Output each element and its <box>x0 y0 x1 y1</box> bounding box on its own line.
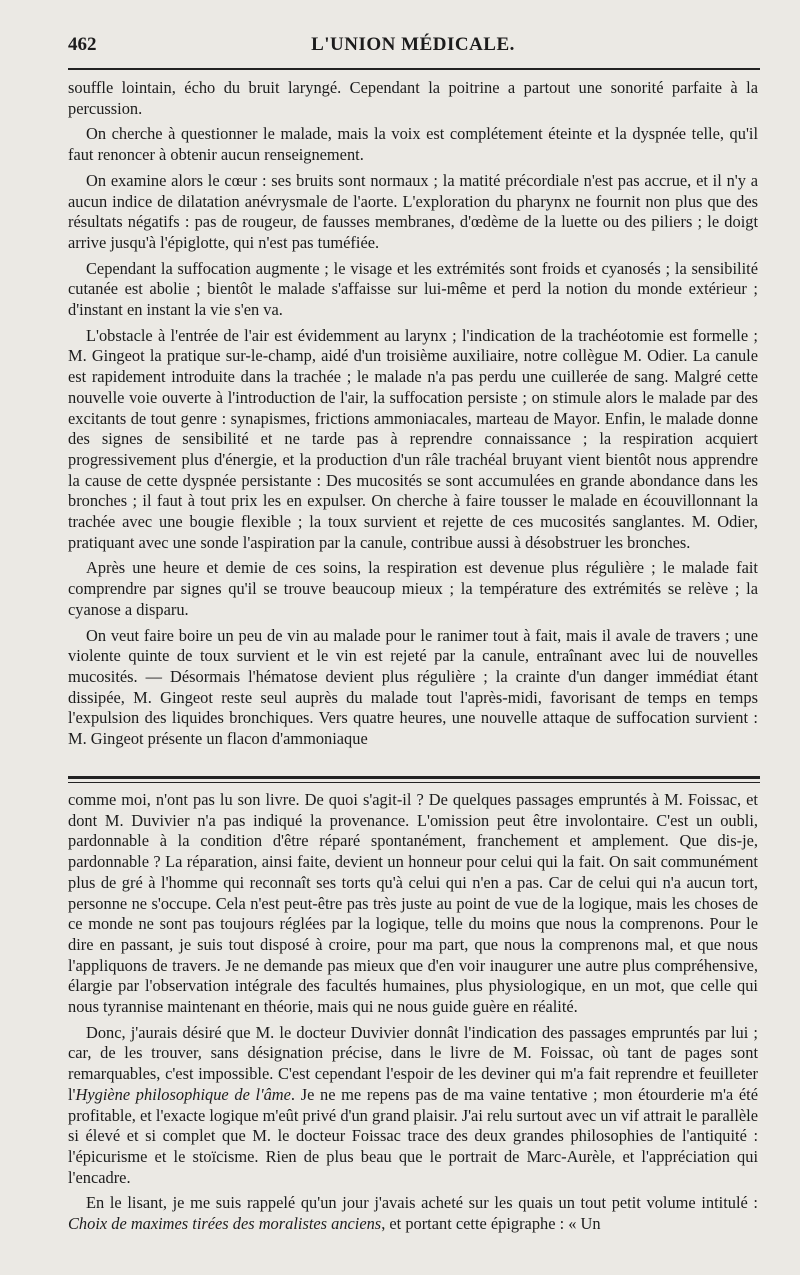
feuilleton-article <box>68 790 758 1240</box>
running-title: L'UNION MÉDICALE. <box>311 34 515 55</box>
paragraph: comme moi, n'ont pas lu son livre. De quoi s'agit-il ? De quelques passages empruntés à M. Foissac, et dont M. Duvivier n'a pas indiqué la provenance. L'omission peut être involontaire. C'est un oubli, pardonnable à la condition d'être réparé spontanément, franchement et amplement. Que dis-je, pardonnable ? La réparation, ainsi faite, devient un honneur pour celui qui la fait. On sait communément plus de gré à l'homme qui reconnaît ses torts qu'à celui qui n'en a pas. Car de celui qui n'a aucun tort, personne ne s'occupe. Cela n'est peut-être pas très juste au point de vue de la logique, mais les choses de ce monde ne sont pas toujours réglées par la logique, telle du moins que nous la comprenons. Pour le dire en passant, je suis tout disposé à croire, pour ma part, que nous la comprenons mal, et que nous l'appliquons de travers. Je ne demande pas mieux que d'en voir inaugurer une autre plus compréhensive, élargie par l'observation intégrale des facultés humaines, plus physiologique, en un mot, que celle qui nous tyrannise maintenant en théorie, mais qui ne nous guide guère en réalité. <box>68 790 758 1017</box>
text-run: . Je ne me repens pas de ma vaine tentative ; mon étourderie m'a été profitable, et l'exacte logique m'eût privé d'un grand plaisir. J'ai relu surtout avec un vif attrait le parallèle si élevé et si complet que M. le docteur Foissac trace des deux grandes philosophies de l'antiquité : l'épicurisme et le stoïcisme. Rien de plus beau que le portrait de Marc-Aurèle, et l'appréciation qui l'encadre. <box>68 1084 758 1187</box>
page-header <box>68 30 758 60</box>
paragraph <box>68 1023 758 1189</box>
paragraph <box>68 1193 758 1234</box>
text-run: En le lisant, je me suis rappelé qu'un jour j'avais acheté sur les quais un tout petit volume intitulé : <box>86 1193 758 1213</box>
text-run: , et portant cette épigraphe : « Un <box>381 1214 601 1234</box>
paragraph: L'obstacle à l'entrée de l'air est évidemment au larynx ; l'indication de la trachéotomie est formelle ; M. Gingeot la pratique sur-le-champ, aidé d'un troisième auxiliaire, notre collègue M. Odier. La canule est rapidement introduite dans la trachée ; le malade n'a pas perdu une cuillerée de sang. Malgré cette nouvelle voie ouverte à l'introduction de l'air, la suffocation persiste ; on stimule alors le malade par des excitants de tout genre : synapismes, frictions ammoniacales, marteau de Mayor. Enfin, le malade donne des signes de sensibilité et ne tarde pas à reprendre connaissance ; la respiration acquiert progressivement plus d'énergie, et la production d'un râle trachéal bruyant vient bientôt nous apprendre la cause de cette dyspnée persistante : Des mucosités se sont accumulées en grande abondance dans les bronches ; il faut à tout prix les en expulser. On cherche à faire tousser le malade en écouvillonnant la trachée avec une bougie flexible ; la toux survient et rejette de ces mucosités sanglantes. M. Odier, pratiquant avec une sonde l'aspiration par la canule, contribue aussi à désobstruer les bronches. <box>68 325 758 552</box>
paragraph: souffle lointain, écho du bruit laryngé. Cependant la poitrine a partout une sonorité parfaite à la percussion. <box>68 78 758 118</box>
paragraph: Après une heure et demie de ces soins, la respiration est devenue plus régulière ; le malade fait comprendre par signes qu'il se trouve beaucoup mieux ; la température des extrémités se relève ; la cyanose a disparu. <box>68 558 758 619</box>
paragraph: On veut faire boire un peu de vin au malade pour le ranimer tout à fait, mais il avale de travers ; une violente quinte de toux survient et le vin est rejeté par la canule, entraînant avec lui de nouvelles mucosités. — Désormais l'hématose devient plus régulière ; la crainte d'un danger immédiat étant dissipée, M. Gingeot reste seul auprès du malade tout l'après-midi, favorisant de temps en temps l'expulsion des liquides bronchiques. Vers quatre heures, une nouvelle attaque de suffocation survient : M. Gingeot présente un flacon d'ammoniaque <box>68 625 758 749</box>
page-number: 462 <box>68 34 97 55</box>
main-article <box>68 78 758 755</box>
header-rule <box>68 68 760 70</box>
paragraph: On cherche à questionner le malade, mais la voix est complétement éteinte et la dyspnée telle, qu'il faut renoncer à obtenir aucun renseignement. <box>68 124 758 165</box>
feuilleton-separator <box>68 776 760 783</box>
book-title: Hygiène philosophique de l'âme <box>75 1084 291 1104</box>
book-title: Choix de maximes tirées des moralistes anciens <box>68 1214 382 1234</box>
text-run: Donc, j'aurais désiré que M. le docteur Duvivier donnât l'indication des passages empruntés par lui ; car, de les trouver, sans désignation précise, dans le livre de M. Foissac, où tant de pages sont remarquables, c'est impossible. C'est cependant l'espoir de les deviner qui m'a fait reprendre et feuilleter l' <box>68 1022 758 1104</box>
paragraph: Cependant la suffocation augmente ; le visage et les extrémités sont froids et cyanosés ; la sensibilité cutanée est abolie ; bientôt le malade s'affaisse sur lui-même et perd la notion du monde extérieur ; d'instant en instant la vie s'en va. <box>68 258 758 320</box>
paragraph: On examine alors le cœur : ses bruits sont normaux ; la matité précordiale n'est pas accrue, et il n'y a aucun indice de dilatation anévrysmale de l'aorte. L'exploration du pharynx ne fournit non plus que des résultats négatifs : pas de rougeur, de fausses membranes, d'œdème de la luette ou des piliers ; le doigt arrive jusqu'à l'épiglotte, qui n'est pas tuméfiée. <box>68 170 758 252</box>
